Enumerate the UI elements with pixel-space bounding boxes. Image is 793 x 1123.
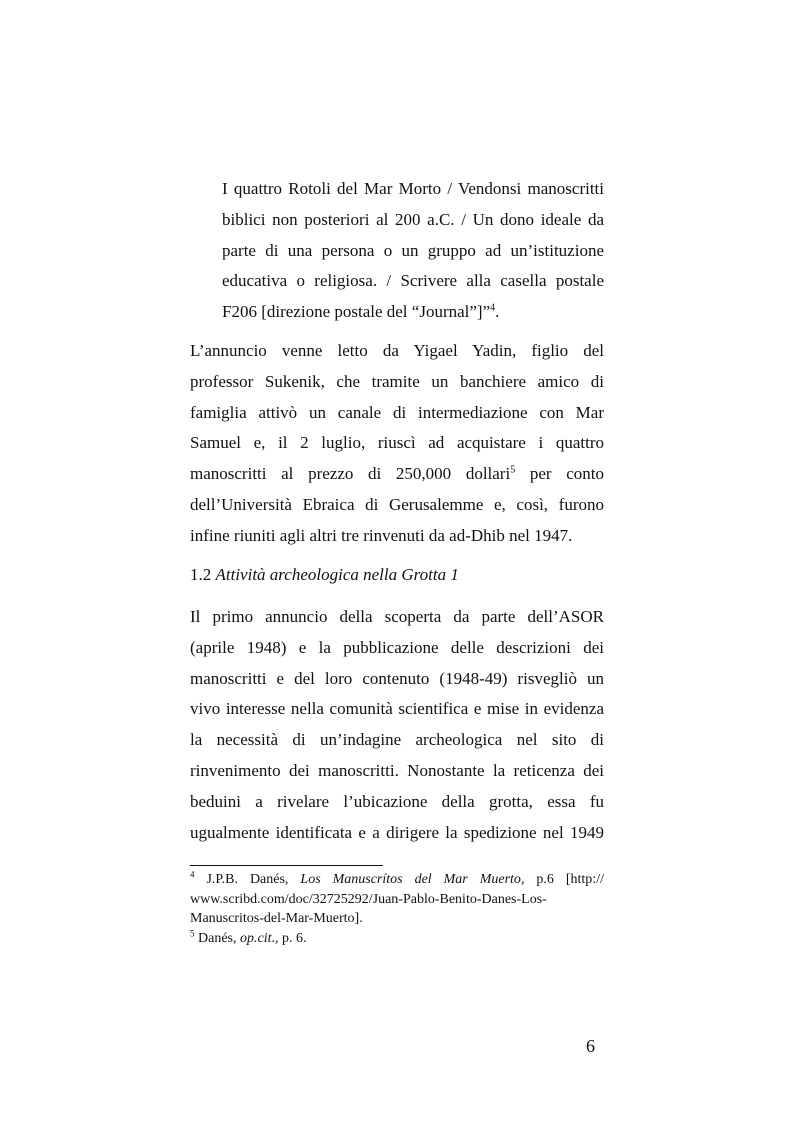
footnote-separator <box>190 865 383 866</box>
block-quote <box>222 174 604 328</box>
footnote-number: 4 <box>190 869 195 880</box>
page-number: 6 <box>586 1036 595 1056</box>
paragraph-asor <box>190 602 604 848</box>
paragraph-line: la necessità di un’indagine archeologica nel sito di <box>190 730 604 750</box>
quote-line: biblici non posteriori al 200 a.C. / Un dono ideale da <box>222 209 604 229</box>
footnote-text: ., p. 6. <box>271 930 307 946</box>
footnote-4-url: www.scribd.com/doc/32725292/Juan-Pablo-Benito-Danes-Los- <box>190 891 547 907</box>
paragraph-line: ugualmente identificata e a dirigere la spedizione nel 1949 <box>190 822 604 842</box>
footnote-ref-4: 4 <box>490 302 496 314</box>
footnotes <box>190 870 604 948</box>
quote-line: parte di una persona o un gruppo ad un’istituzione <box>222 240 604 260</box>
paragraph-line: rinvenimento dei manoscritti. Nonostante la reticenza dei <box>190 760 604 780</box>
paragraph-line: Samuel e, il 2 luglio, riuscì ad acquistare i quattro <box>190 433 604 453</box>
footnote-number: 5 <box>190 927 195 938</box>
section-title: Attività archeologica nella Grotta 1 <box>215 565 459 584</box>
footnote-text: , p.6 [http:// <box>520 872 604 887</box>
paragraph-last-line: infine riuniti agli altri tre rinvenuti da ad-Dhib nel 1947. <box>190 525 573 545</box>
section-number: 1.2 <box>190 565 216 584</box>
paragraph-line: professor Sukenik, che tramite un banchiere amico di <box>190 371 604 391</box>
paragraph-yadin <box>190 336 604 552</box>
footnote-4 <box>190 870 604 890</box>
quote-last-line <box>222 297 604 328</box>
footnote-author: Danés, <box>194 930 240 946</box>
quote-text: F206 [direzione postale del “Journal”]” <box>222 302 491 322</box>
paragraph-line: dell’Università Ebraica di Gerusalemme e, così, furono <box>190 494 604 514</box>
footnote-4-url-end: Manuscritos-del-Mar-Muerto]. <box>190 911 363 926</box>
paragraph-line: manoscritti e del loro contenuto (1948-49) risvegliò un <box>190 668 604 688</box>
footnote-title: op.cit <box>240 930 272 946</box>
paragraph-text: per conto <box>515 464 604 484</box>
paragraph-line: famiglia attivò un canale di intermediazione con Mar <box>190 402 604 422</box>
quote-line: educativa o religiosa. / Scrivere alla casella postale <box>222 271 604 291</box>
paragraph-line: (aprile 1948) e la pubblicazione delle descrizioni dei <box>190 637 604 657</box>
footnote-ref-5: 5 <box>510 464 516 476</box>
footnote-author: J.P.B. Danés, <box>194 872 301 887</box>
paragraph-line: Il primo annuncio della scoperta da parte dell’ASOR <box>190 607 604 626</box>
section-heading <box>190 560 459 591</box>
paragraph-line: vivo interesse nella comunità scientifica e mise in evidenza <box>190 699 604 719</box>
paragraph-line-with-ref <box>190 459 604 490</box>
footnote-5 <box>190 929 604 949</box>
footnote-title: Los Manuscrítos del Mar Muerto <box>300 872 521 887</box>
paragraph-line: beduini a rivelare l’ubicazione della grotta, essa fu <box>190 791 604 811</box>
paragraph-text: manoscritti al prezzo di 250,000 dollari <box>190 464 511 484</box>
paragraph-line: L’annuncio venne letto da Yigael Yadin, figlio del <box>190 341 604 360</box>
quote-end: . <box>495 302 500 322</box>
quote-line: I quattro Rotoli del Mar Morto / Vendonsi manoscritti <box>222 179 604 198</box>
